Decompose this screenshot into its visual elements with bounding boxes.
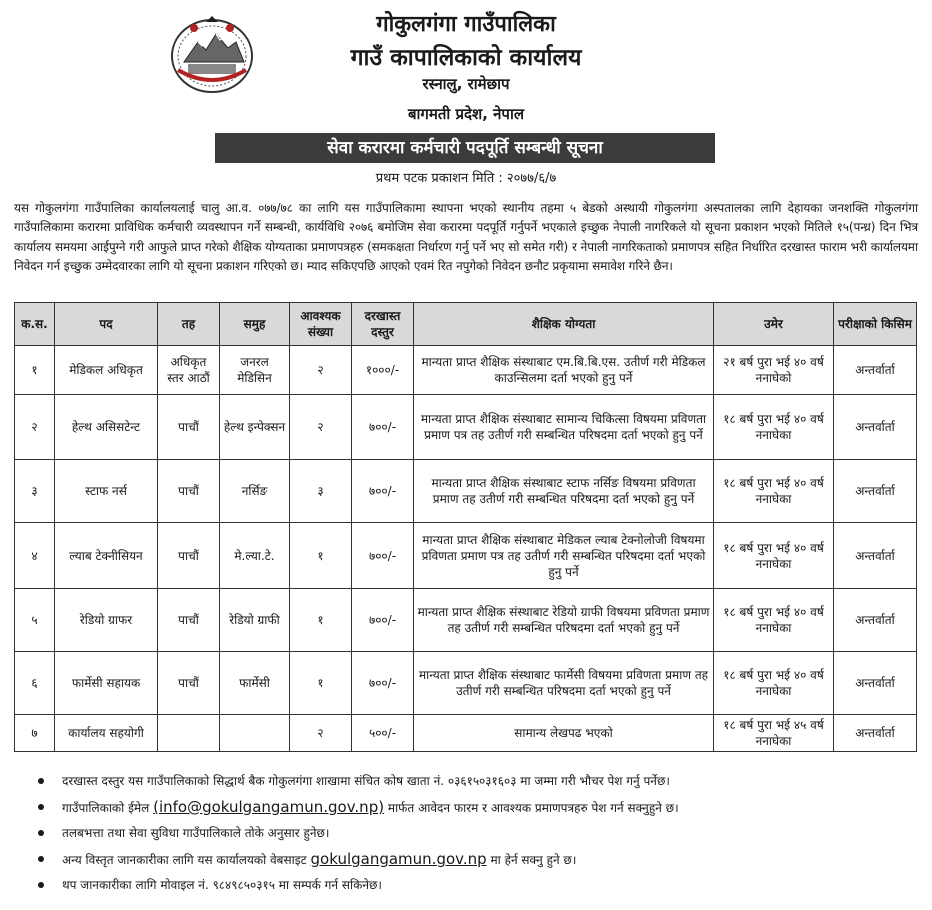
cell-application-fee: ७००/-	[352, 589, 414, 652]
table-header-row	[15, 303, 917, 346]
publication-date: प्रथम पटक प्रकाशन मिति : २०७७/६/७	[375, 171, 557, 186]
table-row	[15, 589, 917, 652]
col-header-serial: क.स.	[15, 303, 55, 346]
bullet-icon	[38, 882, 44, 888]
table-row	[15, 715, 917, 752]
municipality-name: गोकुलगंगा गाउँपालिका	[376, 12, 556, 37]
col-header-level: तह	[158, 303, 220, 346]
bullet-icon	[38, 856, 44, 862]
col-header-exam-type: परीक्षाको किसिम	[834, 303, 917, 346]
cell-exam-type: अन्तर्वार्ता	[834, 346, 917, 395]
cell-level: पाचौं	[158, 523, 220, 589]
cell-group: नर्सिङ	[220, 460, 290, 523]
cell-required-count: २	[290, 395, 352, 460]
cell-exam-type: अन्तर्वार्ता	[834, 715, 917, 752]
notes-list	[36, 768, 916, 898]
cell-application-fee: १०००/-	[352, 346, 414, 395]
col-header-age: उमेर	[714, 303, 834, 346]
note-text: तलबभत्ता तथा सेवा सुविधा गाउँपालिकाले तोके अनुसार हुनेछ।	[62, 826, 330, 840]
cell-exam-type: अन्तर्वार्ता	[834, 395, 917, 460]
cell-application-fee: ७००/-	[352, 395, 414, 460]
office-name: गाउँ कापालिकाको कार्यालय	[350, 45, 582, 71]
cell-post: हेल्थ असिसटेन्ट	[55, 395, 158, 460]
notice-title-banner: सेवा करारमा कर्मचारी पदपूर्ति सम्बन्धी सूचना	[215, 133, 715, 163]
cell-age: १८ बर्ष पुरा भई ४० वर्ष ननाघेका	[714, 652, 834, 715]
cell-group: फार्मेसी	[220, 652, 290, 715]
cell-post: ल्याब टेक्नीसियन	[55, 523, 158, 589]
intro-paragraph: यस गोकुलगंगा गाउँपालिका कार्यालयलाई चालु आ.व. ०७७/७८ का लागि यस गाउँपालिकामा स्थापना भएको स्थानीय तहमा ५ बेडको अस्थायी गोकुलगंगा अस्पतालका लागि देहायका जनशक्ति गोकुलगंगा गाउँपालिकामा करारमा प्राविधिक कर्मचारी व्यवस्थापन गर्ने सम्बन्धी, कार्यविधि २०७६ बमोजिम सेवा करारमा पदपूर्ति गर्नुपर्ने भएकाले इच्छुक नेपाली नागरिकले यो सूचना प्रकाशन भएको मितिले १५(पन्ध्र) दिन भित्र कार्यालय समयमा आईपुग्ने गरी आफुले प्राप्त गरेको शैक्षिक योग्यताका प्रमाणपत्रहरु (समकक्षता निर्धारण गर्नु पर्ने भए सो समेत गरी) र नेपाली नागरिकताको प्रमाणपत्र सहित निर्धारित दरखास्त फाराम भरी कार्यालयमा निवेदन गर्न इच्छुक उम्मेदवारका लागि यो सूचना प्रकाशन गरिएको छ। म्याद सकिएपछि आएको एवमं रित नपुगेको निवेदन छनौट प्रकृयामा समावेश गरिने छैन।	[14, 201, 918, 274]
cell-application-fee: ७००/-	[352, 652, 414, 715]
cell-qualification: मान्यता प्राप्त शैक्षिक संस्थाबाट एम.बि.बि.एस. उतीर्ण गरी मेडिकल काउन्सिलमा दर्ता भएको हुनु पर्ने	[414, 346, 714, 395]
cell-group: हेल्थ इन्पेक्सन	[220, 395, 290, 460]
cell-qualification: मान्यता प्राप्त शैक्षिक संस्थाबाट मेडिकल ल्याब टेक्नोलोजी विषयमा प्रविणता प्रमाण पत्र तह उतीर्ण गरी सम्बन्धित परिषदमा दर्ता भएको हुनु पर्ने	[414, 523, 714, 589]
cell-age: १८ बर्ष पुरा भई ४० वर्ष ननाघेका	[714, 395, 834, 460]
cell-post: फार्मेसी सहायक	[55, 652, 158, 715]
cell-serial: ४	[15, 523, 55, 589]
table-row	[15, 346, 917, 395]
cell-level: पाचौं	[158, 395, 220, 460]
table-row	[15, 460, 917, 523]
cell-exam-type: अन्तर्वार्ता	[834, 589, 917, 652]
bullet-icon	[38, 804, 44, 810]
table-row	[15, 395, 917, 460]
province-country: बागमती प्रदेश, नेपाल	[407, 105, 525, 123]
cell-qualification: मान्यता प्राप्त शैक्षिक संस्थाबाट स्टाफ नर्सिङ विषयमा प्रविणता प्रमाण तह उतीर्ण गरी सम्बन्धित परिषदमा दर्ता भएको हुनु पर्ने	[414, 460, 714, 523]
col-header-post: पद	[55, 303, 158, 346]
note-text: थप जानकारीका लागि मोवाइल नं. ९८४९८५०३१५ मा सम्पर्क गर्न सकिनेछ।	[62, 878, 382, 892]
bullet-icon	[38, 778, 44, 784]
cell-post: कार्यालय सहयोगी	[55, 715, 158, 752]
cell-serial: ३	[15, 460, 55, 523]
cell-qualification: मान्यता प्राप्त शैक्षिक संस्थाबाट फार्मेसी विषयमा प्रविणता प्रमाण तह उतीर्ण गरी सम्बन्धित परिषदमा दर्ता भएको हुनु पर्ने	[414, 652, 714, 715]
cell-required-count: १	[290, 523, 352, 589]
contact-link[interactable]: (info@gokulgangamun.gov.np)	[153, 798, 385, 816]
note-text: मार्फत आवेदन फारम र आवश्यक प्रमाणपत्रहरु पेश गर्न सक्नुहुने छ।	[384, 801, 679, 815]
cell-exam-type: अन्तर्वार्ता	[834, 523, 917, 589]
note-item	[36, 794, 916, 820]
note-text: दरखास्त दस्तुर यस गाउँपालिकाको सिद्धार्थ बैक गोकुलगंगा शाखामा संचित कोष खाता नं. ०३६१५०३१६०३ मा जम्मा गरी भौचर पेश गर्नु पर्नेछ।	[62, 774, 670, 788]
cell-age: १८ बर्ष पुरा भई ४५ वर्ष ननाघेका	[714, 715, 834, 752]
cell-serial: १	[15, 346, 55, 395]
cell-age: २१ बर्ष पुरा भई ४० वर्ष ननाघेको	[714, 346, 834, 395]
cell-post: रेडियो ग्राफर	[55, 589, 158, 652]
cell-group: मे.ल्या.टे.	[220, 523, 290, 589]
cell-required-count: १	[290, 589, 352, 652]
col-header-application-fee: दरखास्त दस्तुर	[352, 303, 414, 346]
col-header-group: समुह	[220, 303, 290, 346]
cell-serial: ६	[15, 652, 55, 715]
cell-exam-type: अन्तर्वार्ता	[834, 460, 917, 523]
table-row	[15, 523, 917, 589]
col-header-qualification: शैक्षिक योग्यता	[414, 303, 714, 346]
cell-serial: ५	[15, 589, 55, 652]
note-text: अन्य विस्तृत जानकारीका लागि यस कार्यालयको वेबसाइट	[62, 853, 311, 867]
cell-age: १८ बर्ष पुरा भई ४० वर्ष ननाघेका	[714, 589, 834, 652]
cell-required-count: २	[290, 346, 352, 395]
cell-exam-type: अन्तर्वार्ता	[834, 652, 917, 715]
cell-level: पाचौं	[158, 460, 220, 523]
cell-level: पाचौं	[158, 589, 220, 652]
cell-application-fee: ७००/-	[352, 460, 414, 523]
cell-age: १८ बर्ष पुरा भई ४० वर्ष ननाघेका	[714, 523, 834, 589]
contact-link[interactable]: gokulgangamun.gov.np	[310, 850, 487, 868]
note-item	[36, 872, 916, 898]
cell-level: पाचौं	[158, 652, 220, 715]
note-item	[36, 846, 916, 872]
cell-serial: २	[15, 395, 55, 460]
cell-group: जनरल मेडिसिन	[220, 346, 290, 395]
cell-required-count: ३	[290, 460, 352, 523]
cell-level: अधिकृत स्तर आठौं	[158, 346, 220, 395]
bullet-icon	[38, 830, 44, 836]
cell-group	[220, 715, 290, 752]
vacancy-table	[14, 302, 917, 752]
cell-group: रेडियो ग्राफी	[220, 589, 290, 652]
cell-required-count: १	[290, 652, 352, 715]
office-location: रस्नालु, रामेछाप	[422, 75, 510, 93]
cell-application-fee: ७००/-	[352, 523, 414, 589]
cell-post: स्टाफ नर्स	[55, 460, 158, 523]
cell-serial: ७	[15, 715, 55, 752]
note-item	[36, 820, 916, 846]
table-row	[15, 652, 917, 715]
cell-post: मेडिकल अधिकृत	[55, 346, 158, 395]
note-text: मा हेर्न सक्नु हुने छ।	[486, 853, 577, 867]
col-header-required-count: आवश्यक संख्या	[290, 303, 352, 346]
cell-age: १८ बर्ष पुरा भई ४० वर्ष ननाघेका	[714, 460, 834, 523]
cell-level	[158, 715, 220, 752]
cell-qualification: मान्यता प्राप्त शैक्षिक संस्थाबाट सामान्य चिकित्सा विषयमा प्रविणता प्रमाण पत्र तह उतीर्ण गरी सम्बन्धित परिषदमा दर्ता भएको हुनु पर्ने	[414, 395, 714, 460]
cell-qualification: सामान्य लेखपढ भएको	[414, 715, 714, 752]
cell-required-count: २	[290, 715, 352, 752]
note-item	[36, 768, 916, 794]
cell-application-fee: ५००/-	[352, 715, 414, 752]
cell-qualification: मान्यता प्राप्त शैक्षिक संस्थाबाट रेडियो ग्राफी विषयमा प्रविणता प्रमाण तह उतीर्ण गरी सम्बन्धित परिषदमा दर्ता भएको हुनु पर्ने	[414, 589, 714, 652]
note-text: गाउँपालिकाको ईमेल	[62, 801, 154, 815]
